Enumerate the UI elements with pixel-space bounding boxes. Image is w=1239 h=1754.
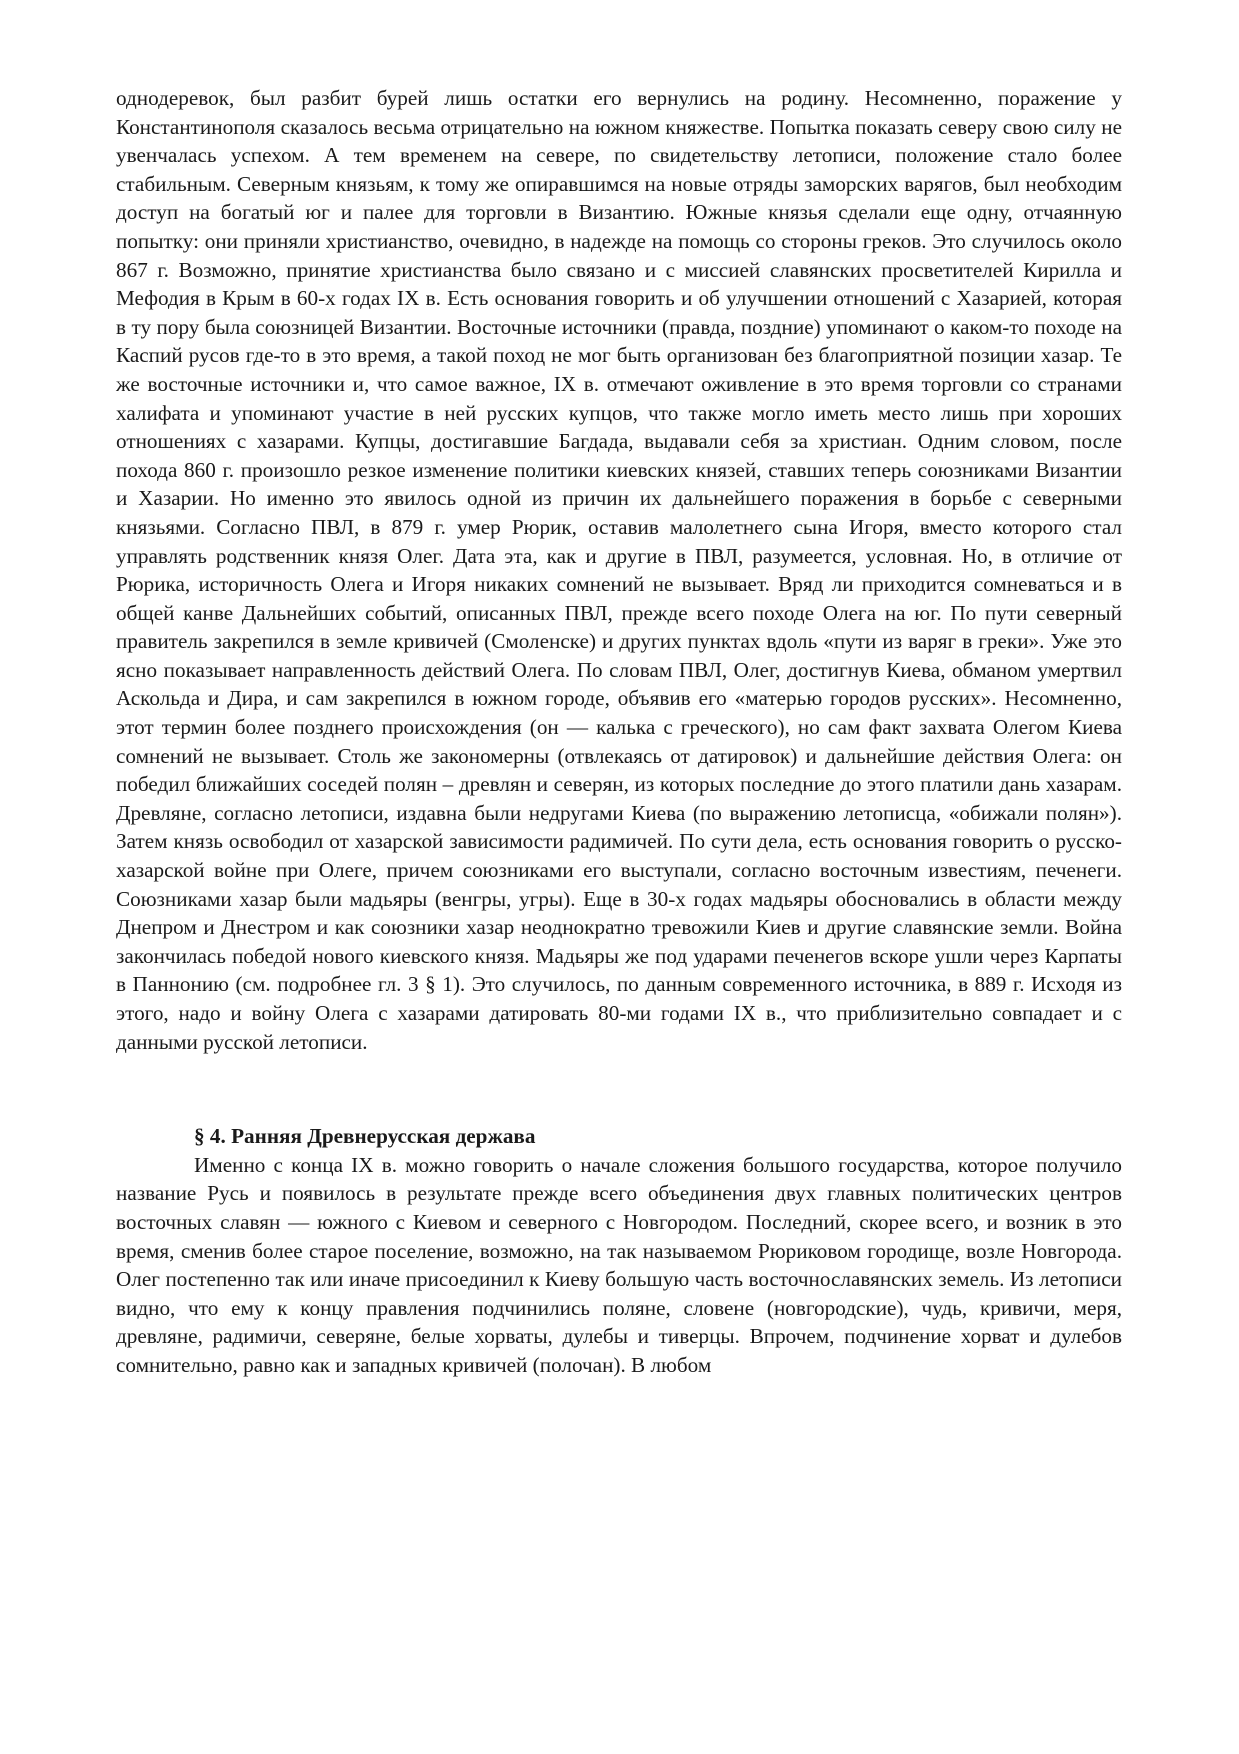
document-page — [116, 84, 1122, 1380]
section-heading: § 4. Ранняя Древнерусская держава — [194, 1124, 536, 1149]
body-paragraph-1: однодеревок, был разбит бурей лишь остатки его вернулись на родину. Несомненно, поражение у Константинополя сказалось весьма отрицательно на южном княжестве. Попытка показать северу свою силу не увенчалась успехом. А тем временем на севере, по свидетельству летописи, положение стало более стабильным. Северным князьям, к тому же опиравшимся на новые отряды заморских варягов, был необходим доступ на богатый юг и палее для торговли в Византию. Южные князья сделали еще одну, отчаянную попытку: они приняли христианство, очевидно, в надежде на помощь со стороны греков. Это случилось около 867 г. Возможно, принятие христианства было связано и с миссией славянских просветителей Кирилла и Мефодия в Крым в 60-х годах IX в. Есть основания говорить и об улучшении отношений с Хазарией, которая в ту пору была союзницей Византии. Восточные источники (правда, поздние) упоминают о каком-то походе на Каспий русов где-то в это время, а такой поход не мог быть организован без благоприятной позиции хазар. Те же восточные источники и, что самое важное, IX в. отмечают оживление в это время торговли со странами халифата и упоминают участие в ней русских купцов, что также могло иметь место лишь при хороших отношениях с хазарами. Купцы, достигавшие Багдада, выдавали себя за христиан. Одним словом, после похода 860 г. произошло резкое изменение политики киевских князей, ставших теперь союзниками Византии и Хазарии. Но именно это явилось одной из причин их дальнейшего поражения в борьбе с северными князьями. Согласно ПВЛ, в 879 г. умер Рюрик, оставив малолетнего сына Игоря, вместо которого стал управлять родственник князя Олег. Дата эта, как и другие в ПВЛ, разумеется, условная. Но, в отличие от Рюрика, историчность Олега и Игоря никаких сомнений не вызывает. Вряд ли приходится сомневаться и в общей канве Дальнейших событий, описанных ПВЛ, прежде всего походе Олега на юг. По пути северный правитель закрепился в земле кривичей (Смоленске) и других пунктах вдоль «пути из варяг в греки». Уже это ясно показывает направленность действий Олега. По словам ПВЛ, Олег, достигнув Киева, обманом умертвил Аскольда и Дира, и сам закрепился в южном городе, объявив его «матерью городов русских». Несомненно, этот термин более позднего происхождения (он — калька с греческого), но сам факт захвата Олегом Киева сомнений не вызывает. Столь же закономерны (отвлекаясь от датировок) и дальнейшие действия Олега: он победил ближайших соседей полян – древлян и северян, из которых последние до этого платили дань хазарам. Древляне, согласно летописи, издавна были недругами Киева (по выражению летописца, «обижали полян»). Затем князь освободил от хазарской зависимости радимичей. По сути дела, есть основания говорить о русско-хазарской войне при Олеге, причем союзниками его выступали, согласно восточным известиям, печенеги. Союзниками хазар были мадьяры (венгры, угры). Еще в 30-х годах мадьяры обосновались в области между Днепром и Днестром и как союзники хазар неоднократно тревожили Киев и другие славянские земли. Война закончилась победой нового киевского князя. Мадьяры же под ударами печенегов вскоре ушли через Карпаты в Паннонию (см. подробнее гл. 3 § 1). Это случилось, по данным современного источника, в 889 г. Исходя из этого, надо и войну Олега с хазарами датировать 80-ми годами IX в., что приблизительно совпадает и с данными русской летописи. — [116, 86, 1122, 1054]
body-paragraph-2: Именно с конца IX в. можно говорить о начале сложения большого государства, которое получило название Русь и появилось в результате прежде всего объединения двух главных политических центров восточных славян — южного с Киевом и северного с Новгородом. Последний, скорее всего, и возник в это время, сменив более старое поселение, возможно, на так называемом Рюриковом городище, возле Новгорода. Олег постепенно так или иначе присоединил к Киеву большую часть восточнославянских земель. Из летописи видно, что ему к концу правления подчинились поляне, словене (новгородские), чудь, кривичи, меря, древляне, радимичи, северяне, белые хорваты, дулебы и тиверцы. Впрочем, подчинение хорват и дулебов сомнительно, равно как и западных кривичей (полочан). В любом — [116, 1152, 1122, 1377]
